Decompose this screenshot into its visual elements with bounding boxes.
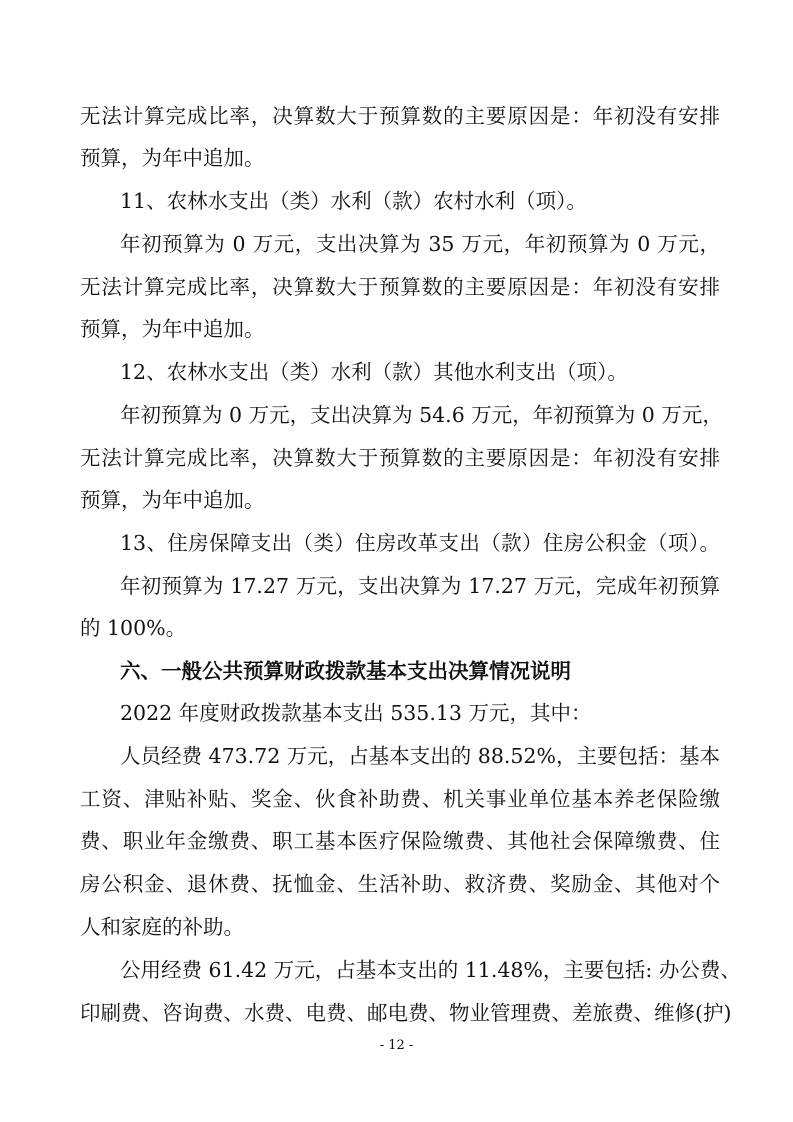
text-line-22: 印刷费、咨询费、水费、电费、邮电费、物业管理费、差旅费、维修(护) — [80, 1001, 732, 1025]
text-line-17: 工资、津贴补贴、奖金、伙食补助费、机关事业单位基本养老保险缴 — [80, 787, 720, 811]
text-line-1: 无法计算完成比率，决算数大于预算数的主要原因是：年初没有安排 — [80, 104, 720, 128]
text-line-13: 的 100%。 — [80, 616, 187, 640]
page-number: - 12 - — [379, 1038, 414, 1053]
text-line-6: 预算，为年中追加。 — [80, 317, 265, 341]
text-line-15: 2022 年度财政拨款基本支出 535.13 万元，其中： — [120, 701, 592, 725]
text-line-20: 人和家庭的补助。 — [80, 915, 244, 939]
text-line-4: 年初预算为 0 万元，支出决算为 35 万元，年初预算为 0 万元， — [120, 232, 720, 256]
text-line-21: 公用经费 61.42 万元，占基本支出的 11.48%，主要包括: 办公费、 — [120, 958, 741, 982]
text-line-10: 预算，为年中追加。 — [80, 488, 265, 512]
text-line-19: 房公积金、退休费、抚恤金、生活补助、救济费、奖励金、其他对个 — [80, 872, 720, 896]
text-line-16: 人员经费 473.72 万元，占基本支出的 88.52%，主要包括：基本 — [120, 744, 720, 768]
item-heading-12: 12、农林水支出（类）水利（款）其他水利支出（项）。 — [120, 360, 628, 384]
item-heading-13: 13、住房保障支出（类）住房改革支出（款）住房公积金（项）。 — [120, 531, 720, 555]
item-heading-11: 11、农林水支出（类）水利（款）农村水利（项）。 — [120, 189, 587, 213]
text-line-18: 费、职业年金缴费、职工基本医疗保险缴费、其他社会保障缴费、住 — [80, 829, 720, 853]
text-line-2: 预算，为年中追加。 — [80, 146, 265, 170]
text-line-12: 年初预算为 17.27 万元，支出决算为 17.27 万元，完成年初预算 — [120, 574, 720, 598]
text-line-8: 年初预算为 0 万元，支出决算为 54.6 万元，年初预算为 0 万元， — [120, 403, 723, 427]
text-line-9: 无法计算完成比率，决算数大于预算数的主要原因是：年初没有安排 — [80, 446, 720, 470]
section-heading-six: 六、一般公共预算财政拨款基本支出决算情况说明 — [120, 659, 571, 683]
text-line-5: 无法计算完成比率，决算数大于预算数的主要原因是：年初没有安排 — [80, 275, 720, 299]
